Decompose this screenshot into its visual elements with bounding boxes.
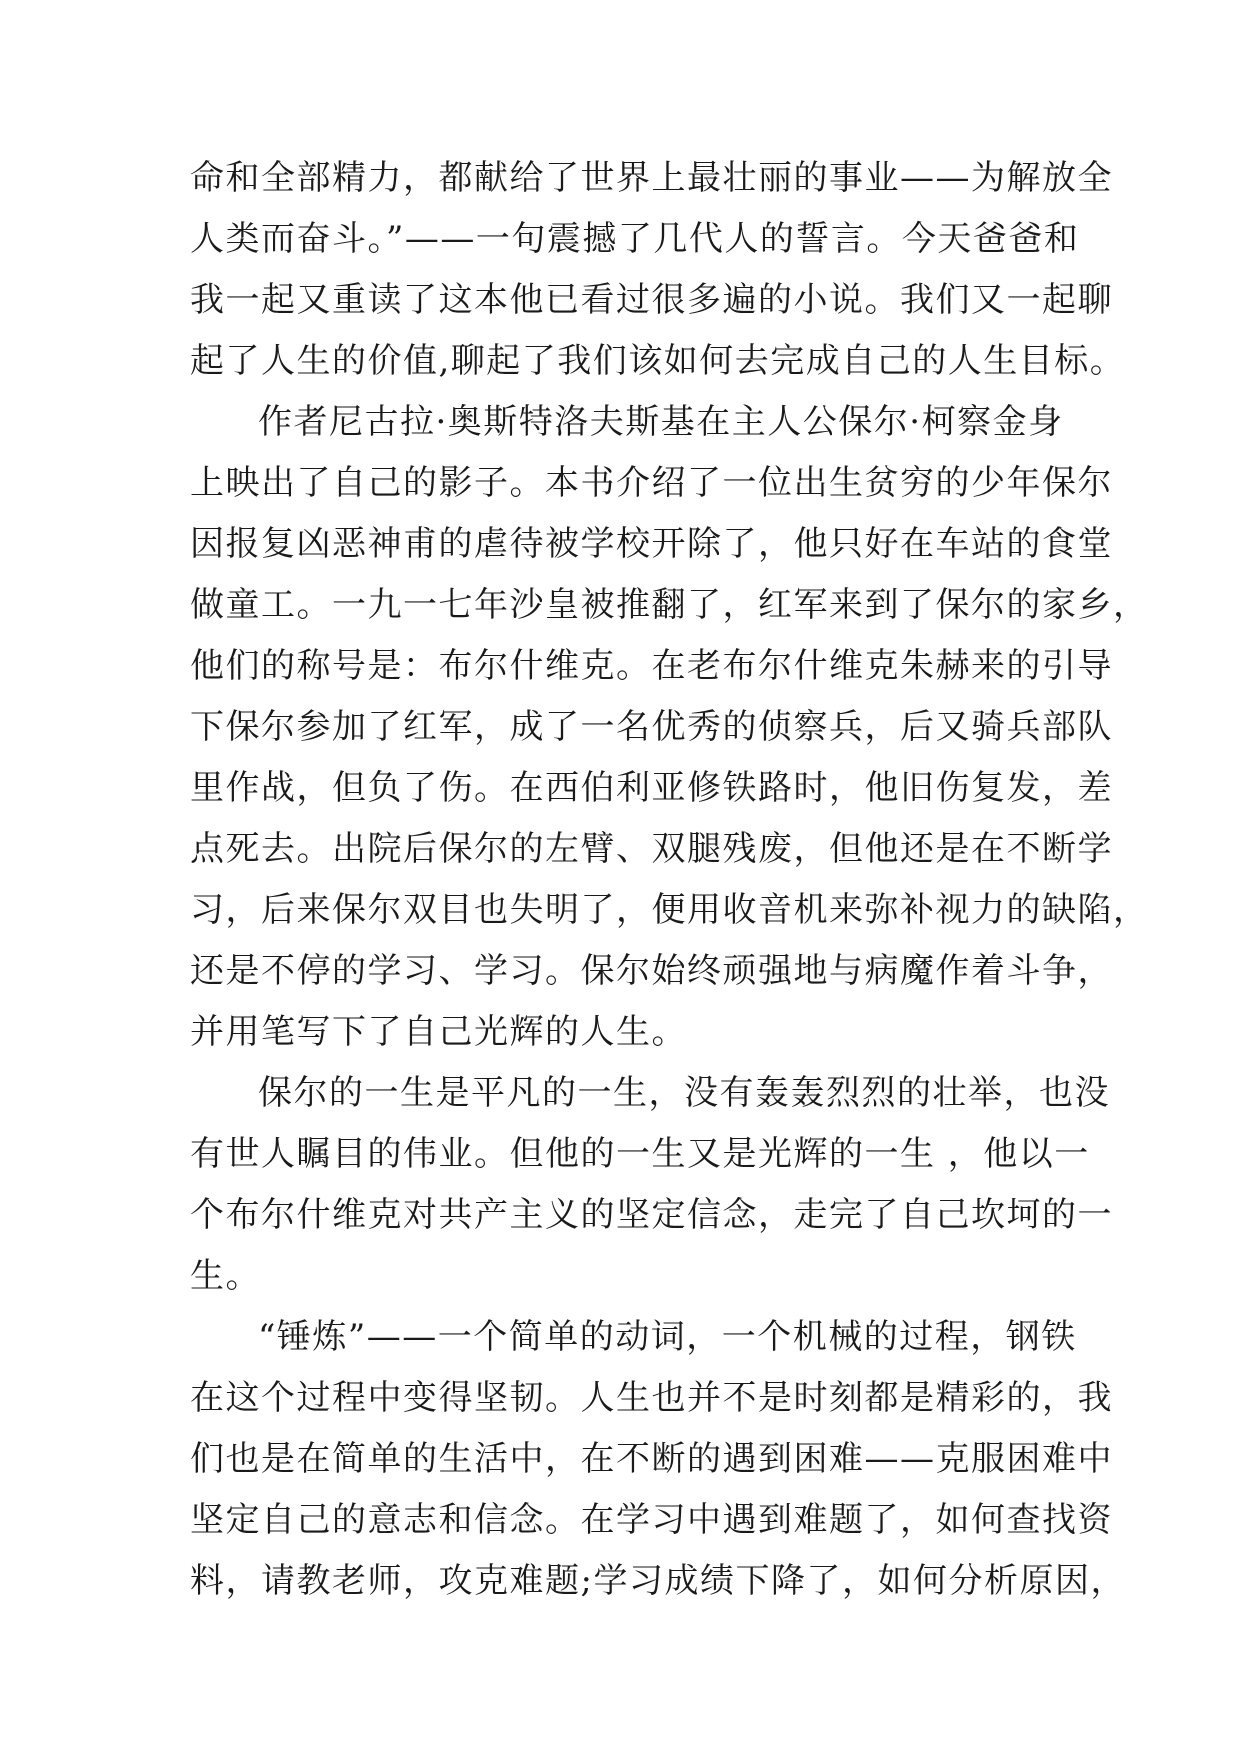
text-line: 点死去。出院后保尔的左臂、双腿残废，但他还是在不断学 (190, 829, 1113, 869)
text-line: 生。 (190, 1256, 261, 1296)
text-line: 在这个过程中变得坚韧。人生也并不是时刻都是精彩的，我 (190, 1378, 1113, 1418)
text-line: 个布尔什维克对共产主义的坚定信念，走完了自己坎坷的一 (190, 1195, 1113, 1235)
body-text (190, 148, 1149, 1612)
text-line: 有世人瞩目的伟业。但他的一生又是光辉的一生 ，他以一 (190, 1134, 1090, 1174)
text-line: 人类而奋斗。”——一句震撼了几代人的誓言。今天爸爸和 (190, 219, 1080, 259)
text-line: 们也是在简单的生活中，在不断的遇到困难——克服困难中 (190, 1439, 1113, 1479)
text-line: 里作战，但负了伤。在西伯利亚修铁路时，他旧伤复发，差 (190, 768, 1113, 808)
text-line: 做童工。一九一七年沙皇被推翻了，红军来到了保尔的家乡， (190, 585, 1149, 625)
text-line: 命和全部精力，都献给了世界上最壮丽的事业——为解放全 (190, 158, 1113, 198)
text-line: 还是不停的学习、学习。保尔始终顽强地与病魔作着斗争， (190, 951, 1113, 991)
text-line: 我一起又重读了这本他已看过很多遍的小说。我们又一起聊 (190, 280, 1113, 320)
text-line: 并用笔写下了自己光辉的人生。 (190, 1012, 687, 1052)
text-line: 上映出了自己的影子。本书介绍了一位出生贫穷的少年保尔 (190, 463, 1113, 503)
text-line: 下保尔参加了红军，成了一名优秀的侦察兵，后又骑兵部队 (190, 707, 1113, 747)
text-line: 习，后来保尔双目也失明了，便用收音机来弥补视力的缺陷， (190, 890, 1149, 930)
text-line: 坚定自己的意志和信念。在学习中遇到难题了，如何查找资 (190, 1500, 1113, 1540)
text-line: 他们的称号是：布尔什维克。在老布尔什维克朱赫来的引导 (190, 646, 1113, 686)
text-line: 起了人生的价值,聊起了我们该如何去完成自己的人生目标。 (190, 341, 1126, 381)
text-line: 料，请教老师，攻克难题;学习成绩下降了，如何分析原因， (190, 1561, 1126, 1601)
text-line: “锤炼”——一个简单的动词，一个机械的过程，钢铁 (258, 1317, 1077, 1357)
text-line: 因报复凶恶神甫的虐待被学校开除了，他只好在车站的食堂 (190, 524, 1113, 564)
text-line: 作者尼古拉·奥斯特洛夫斯基在主人公保尔·柯察金身 (258, 402, 1064, 442)
text-line: 保尔的一生是平凡的一生，没有轰轰烈烈的壮举，也没 (258, 1073, 1110, 1113)
